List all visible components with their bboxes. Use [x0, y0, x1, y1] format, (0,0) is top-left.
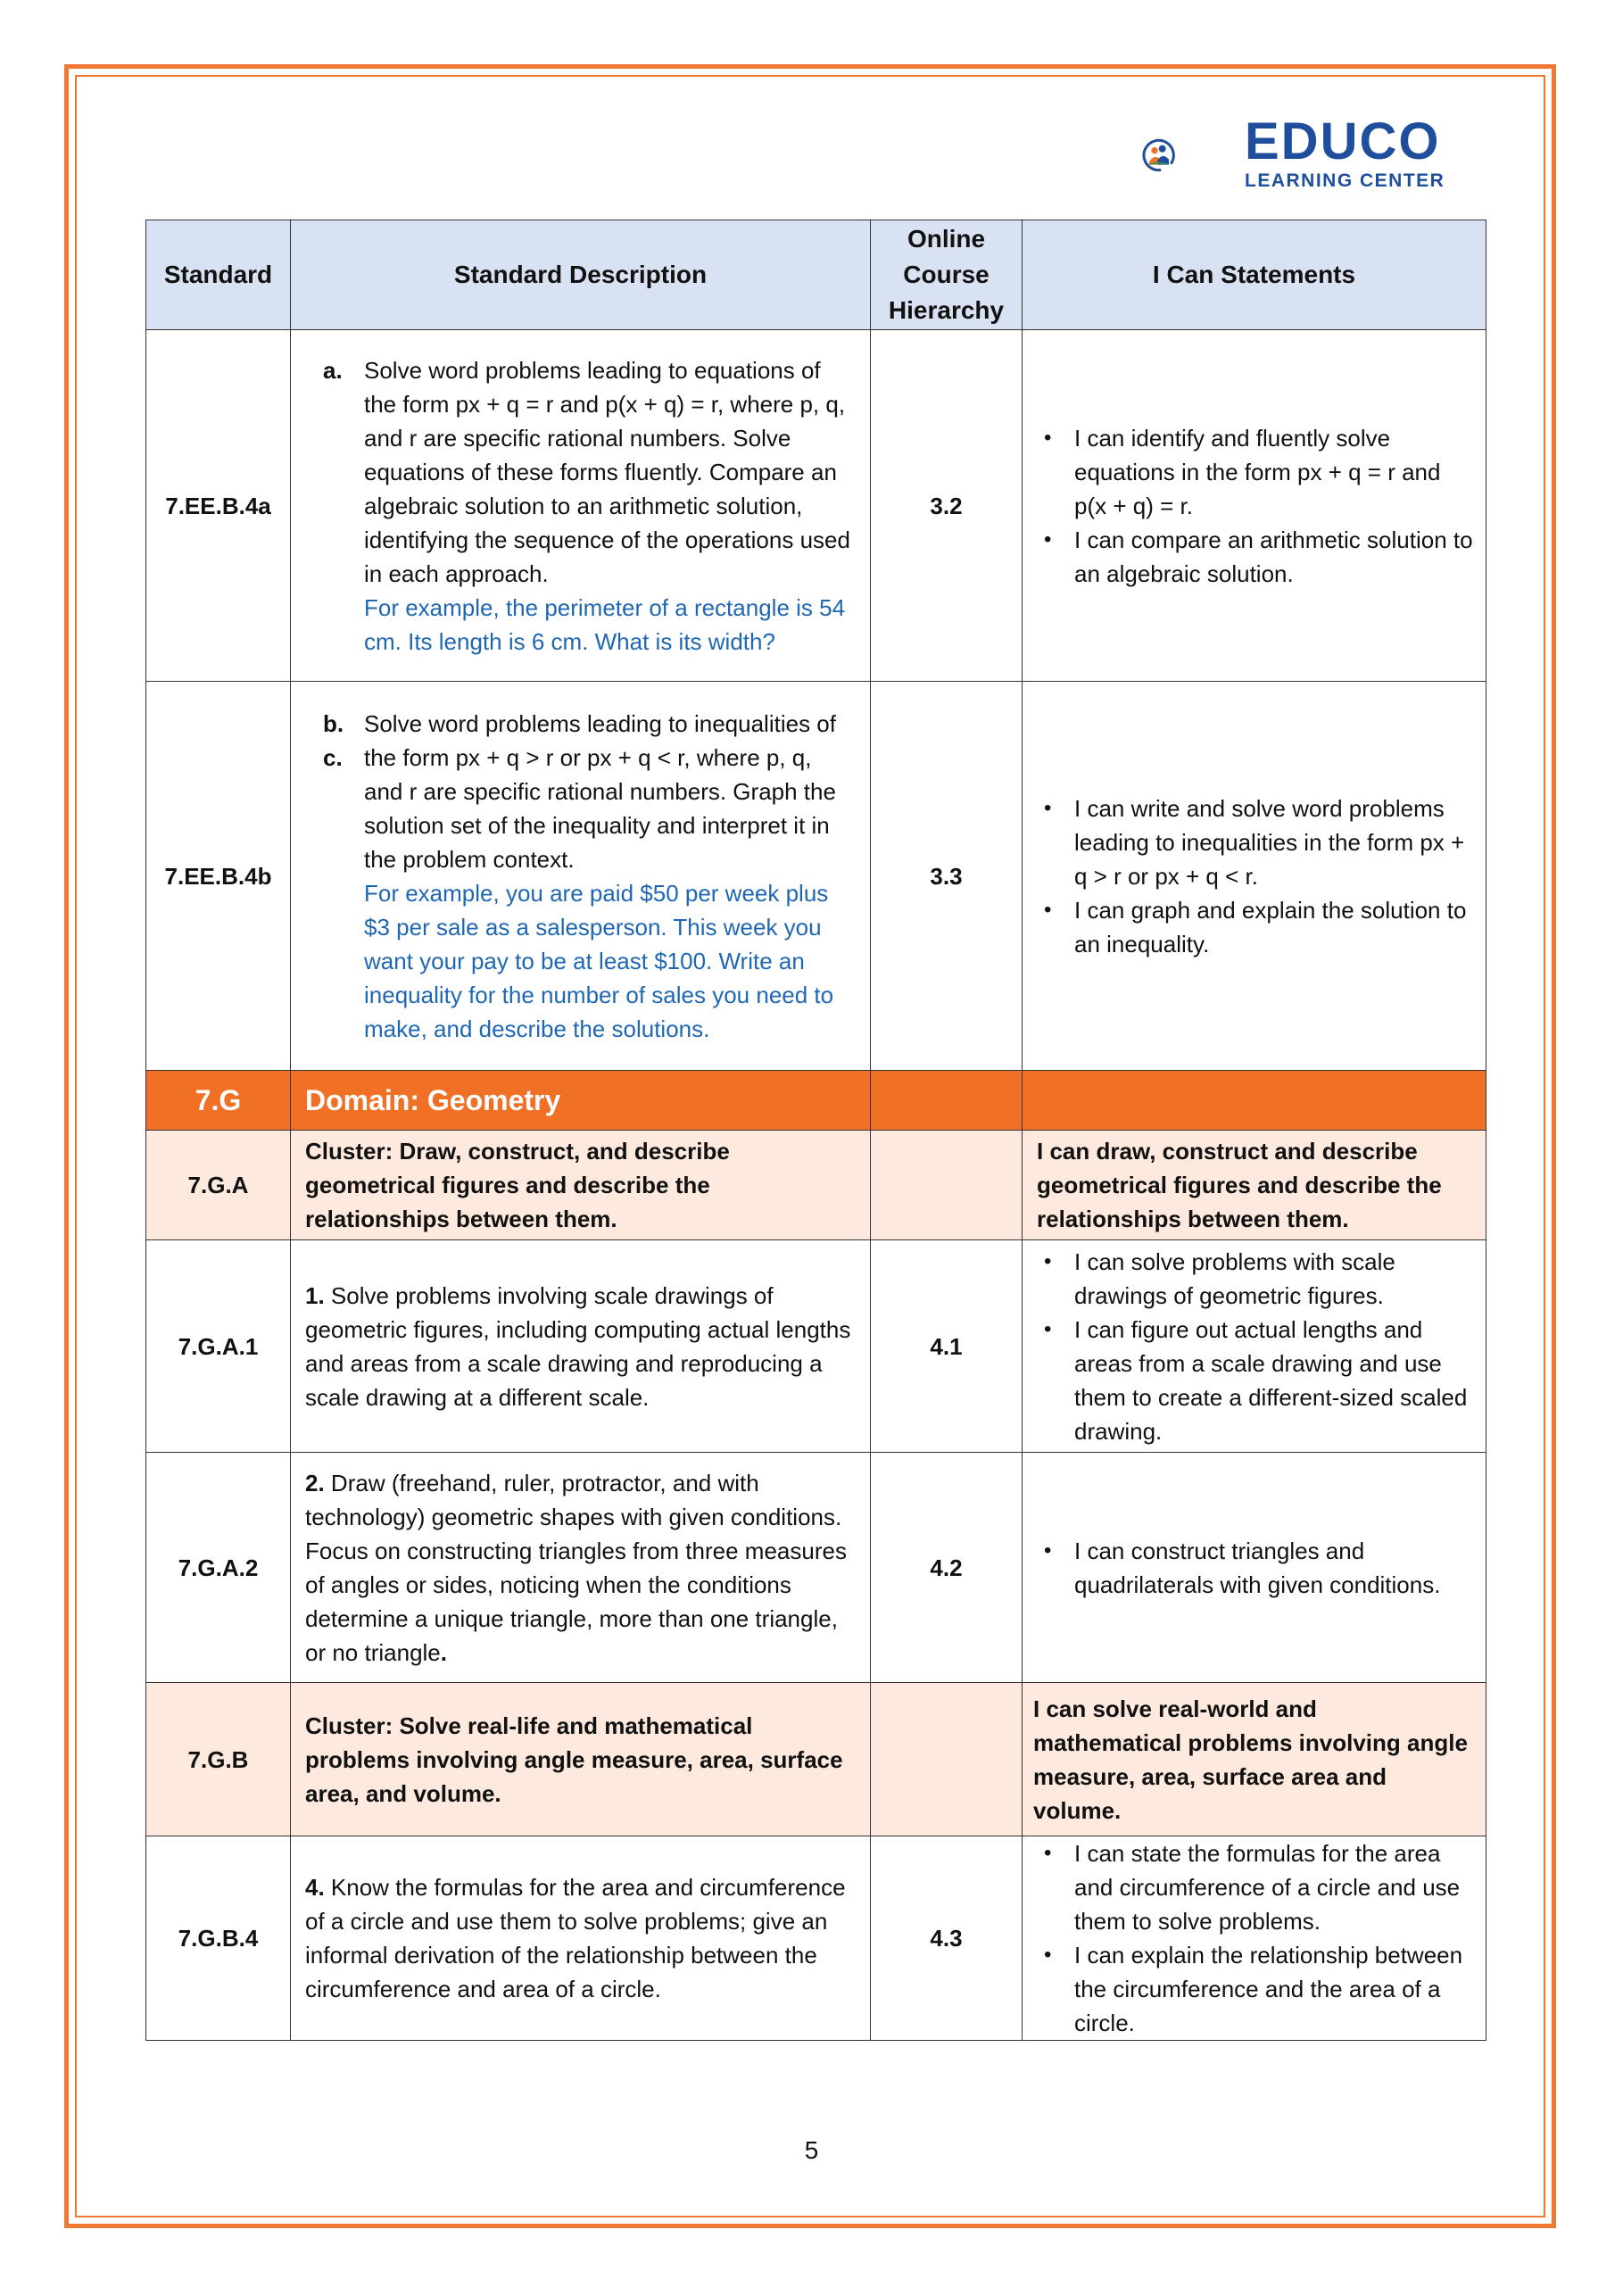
- description-end: .: [440, 1638, 447, 1666]
- hierarchy-value: 3.3: [871, 682, 1023, 1071]
- ican-item: • I can explain the relationship between the circumference and the area of a circle.: [1044, 1938, 1473, 2040]
- standard-description: [291, 1836, 871, 2041]
- ican-item: • I can state the formulas for the area and circumference of a circle and use them to solve problems.: [1044, 1836, 1473, 1938]
- header-hierarchy: Online Course Hierarchy: [871, 220, 1023, 330]
- cluster-row: [146, 1131, 1486, 1240]
- ican-item: • I can write and solve word problems leading to inequalities in the form px + q > r or px + q < r.: [1044, 792, 1473, 893]
- logo-text: [1245, 114, 1445, 193]
- description-text: Solve problems involving scale drawings of geometric figures, including computing actual lengths and areas from a scale drawing and reproducing a scale drawing at a different scale.: [305, 1281, 851, 1411]
- cluster-empty-cell: [871, 1131, 1023, 1240]
- header-description: Standard Description: [291, 220, 871, 330]
- ican-item: • I can figure out actual lengths and areas from a scale drawing and use them to create a different-sized scaled drawing.: [1044, 1313, 1473, 1448]
- ican-item: • I can graph and explain the solution to an inequality.: [1044, 893, 1473, 961]
- domain-label: Domain: Geometry: [291, 1071, 871, 1131]
- standard-description: [291, 682, 871, 1071]
- standard-code: 7.EE.B.4a: [146, 330, 291, 682]
- ican-cell: [1023, 1453, 1486, 1683]
- standard-code: 7.EE.B.4b: [146, 682, 291, 1071]
- hierarchy-value: 4.3: [871, 1836, 1023, 2041]
- table-row: [146, 330, 1486, 682]
- ican-item: • I can solve problems with scale drawings of geometric figures.: [1044, 1245, 1473, 1313]
- item-letter: b.: [323, 709, 344, 737]
- cluster-text: Cluster: Draw, construct, and describe geometrical figures and describe the relationships between them.: [291, 1131, 871, 1240]
- table-row: [146, 1240, 1486, 1453]
- ican-item: • I can identify and fluently solve equations in the form px + q = r and p(x + q) = r.: [1044, 421, 1473, 523]
- standard-code: 7.G.B.4: [146, 1836, 291, 2041]
- cluster-code: 7.G.B: [146, 1683, 291, 1836]
- domain-empty-cell: [1023, 1071, 1486, 1131]
- cluster-text: Cluster: Solve real-life and mathematical problems involving angle measure, area, surface area, and volume.: [291, 1683, 871, 1836]
- cluster-code: 7.G.A: [146, 1131, 291, 1240]
- ican-cell: [1023, 682, 1486, 1071]
- table-header-row: [146, 220, 1486, 330]
- example-text: For example, the perimeter of a rectangle is 54 cm. Its length is 6 cm. What is its width?: [364, 593, 846, 655]
- ican-item: • I can construct triangles and quadrilaterals with given conditions.: [1044, 1534, 1473, 1602]
- header-standard: Standard: [146, 220, 291, 330]
- description-text: Know the formulas for the area and circumference of a circle and use them to solve problems; give an informal derivation of the relationship between the circumference and area of a circle.: [305, 1874, 846, 2002]
- standard-description: [291, 1240, 871, 1453]
- header-ican: I Can Statements: [1023, 220, 1486, 330]
- item-letter: c.: [323, 743, 343, 771]
- domain-row: [146, 1071, 1486, 1131]
- page-number: 5: [804, 2136, 819, 2164]
- ican-cell: [1023, 1836, 1486, 2041]
- standard-description: [291, 330, 871, 682]
- educo-logo-icon: [1142, 105, 1249, 205]
- item-letter: a.: [323, 356, 343, 384]
- cluster-ican: I can draw, construct and describe geometrical figures and describe the relationships between them.: [1023, 1131, 1486, 1240]
- cluster-empty-cell: [871, 1683, 1023, 1836]
- hierarchy-value: 4.2: [871, 1453, 1023, 1683]
- domain-empty-cell: [871, 1071, 1023, 1131]
- description-text: Solve word problems leading to inequalities of the form px + q > r or px + q < r, where p, q, and r are specific rational numbers. Graph the solution set of the inequality and interpret it in the problem context.: [364, 709, 836, 873]
- hierarchy-value: 3.2: [871, 330, 1023, 682]
- item-number: 1.: [305, 1281, 325, 1309]
- ican-item: • I can compare an arithmetic solution to an algebraic solution.: [1044, 523, 1473, 591]
- table-row: [146, 1453, 1486, 1683]
- hierarchy-value: 4.1: [871, 1240, 1023, 1453]
- item-number: 4.: [305, 1874, 325, 1901]
- description-text: Solve word problems leading to equations of the form px + q = r and p(x + q) = r, where p, q, and r are specific rational numbers. Solve equations of these forms fluently. Compare an algebraic solution to an arithmetic solution, identifying the sequence of the operations used in each approach.: [364, 356, 850, 587]
- logo-subtitle: LEARNING CENTER: [1245, 170, 1445, 191]
- standard-code: 7.G.A.1: [146, 1240, 291, 1453]
- ican-cell: [1023, 330, 1486, 682]
- logo-brand: EDUCO: [1245, 112, 1441, 170]
- example-text: For example, you are paid $50 per week plus $3 per sale as a salesperson. This week you want your pay to be at least $100. Write an inequality for the number of sales you need to make, and describe the solutions.: [364, 879, 834, 1042]
- ican-cell: [1023, 1240, 1486, 1453]
- standard-code: 7.G.A.2: [146, 1453, 291, 1683]
- cluster-row: [146, 1683, 1486, 1836]
- domain-code: 7.G: [146, 1071, 291, 1131]
- cluster-ican: I can solve real-world and mathematical problems involving angle measure, area, surface area and volume.: [1023, 1683, 1486, 1836]
- table-row: [146, 1836, 1486, 2041]
- standards-table: [145, 220, 1486, 2041]
- table-row: [146, 682, 1486, 1071]
- description-text: Draw (freehand, ruler, protractor, and with technology) geometric shapes with given conditions. Focus on constructing triangles from three measures of angles or sides, noticing when the conditions determine a unique triangle, more than one triangle, or no triangle: [305, 1469, 847, 1666]
- item-number: 2.: [305, 1469, 325, 1496]
- standard-description: [291, 1453, 871, 1683]
